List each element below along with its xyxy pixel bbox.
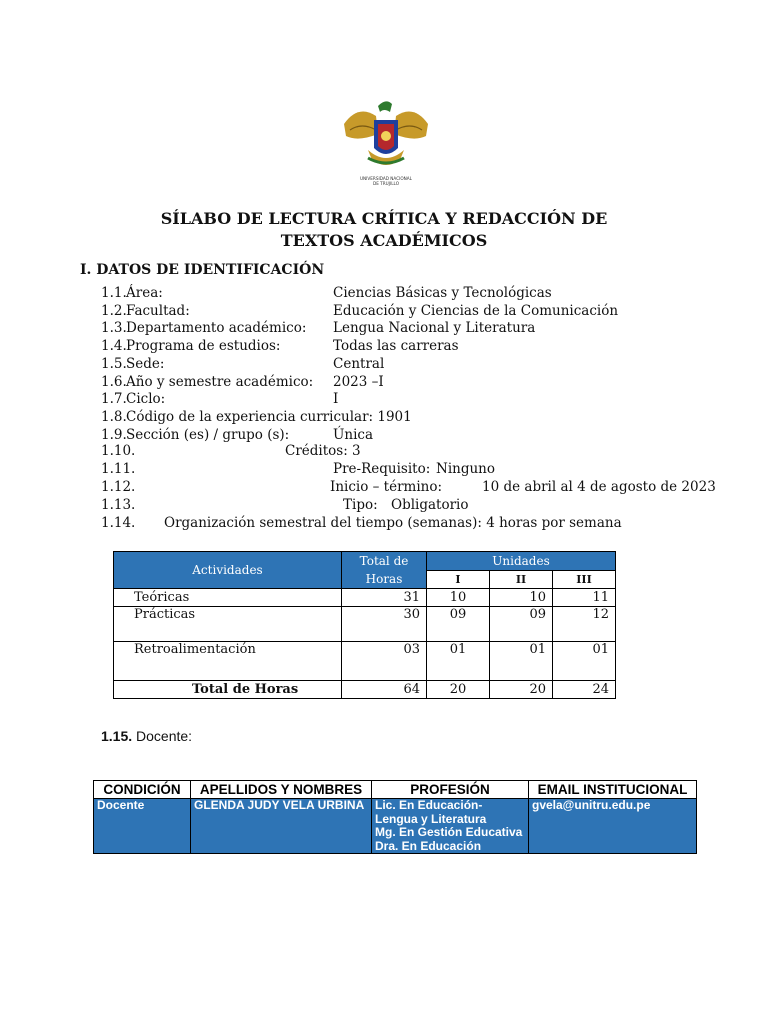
item-label: Tipo: (343, 497, 378, 513)
row-u1: 01 (427, 642, 490, 681)
item-number: 1.1. (101, 285, 127, 301)
table-row (114, 642, 616, 681)
row-u1: 09 (427, 607, 490, 642)
university-logo (338, 94, 434, 192)
row-activity: Teóricas (114, 589, 342, 607)
row-u1: 10 (427, 589, 490, 607)
total-hours: 64 (342, 681, 427, 699)
row-total: 30 (342, 607, 427, 642)
item-label: Área: (126, 285, 163, 301)
item-value: Ninguno (436, 461, 495, 477)
table-row (114, 607, 616, 642)
profession-line: Dra. En Educación (375, 838, 482, 853)
item-value: Ciencias Básicas y Tecnológicas (333, 285, 552, 301)
row-u2: 01 (490, 642, 553, 681)
item-label: Ciclo: (126, 391, 166, 407)
item-label: Organización semestral del tiempo (semanas): 4 horas por semana (164, 515, 622, 531)
item-number: 1.4. (101, 338, 127, 354)
header-unit-1: I (427, 570, 490, 589)
header-condition: CONDICIÓN (94, 781, 191, 799)
item-number: 1.14. (101, 515, 136, 531)
item-number: 1.8. (101, 409, 127, 425)
item-label: Inicio – término: (330, 479, 443, 495)
docente-heading (101, 728, 192, 744)
item-number: 1.3. (101, 320, 127, 336)
item-number: 1.9. (101, 427, 127, 443)
item-value: Educación y Ciencias de la Comunicación (333, 303, 619, 319)
docente-condition: Docente (94, 799, 191, 854)
profession-line: Lic. En Educación- (375, 798, 483, 812)
item-label: Sede: (126, 356, 165, 372)
item-label: Año y semestre académico: (126, 374, 314, 390)
item-label: Código de la experiencia curricular: 1901 (126, 409, 412, 425)
header-unit-3: III (553, 570, 616, 589)
total-row (114, 681, 616, 699)
docente-name: GLENDA JUDY VELA URBINA (191, 799, 372, 854)
total-label: Total de Horas (114, 681, 342, 699)
table-row (94, 799, 697, 854)
item-number: 1.6. (101, 374, 127, 390)
docente-email[interactable]: gvela@unitru.edu.pe (529, 799, 697, 854)
logo-caption-1: UNIVERSIDAD NACIONAL (359, 176, 413, 181)
header-total: Total de Horas (342, 552, 427, 589)
item-value: Todas las carreras (333, 338, 459, 354)
docente-number: 1.15. (101, 728, 133, 744)
item-value: 10 de abril al 4 de agosto de 2023 (482, 479, 716, 495)
header-activities: Actividades (114, 552, 342, 589)
item-label: Programa de estudios: (126, 338, 281, 354)
row-activity: Retroalimentación (114, 642, 342, 681)
item-value: Obligatorio (391, 497, 469, 513)
item-value: Lengua Nacional y Literatura (333, 320, 536, 336)
item-number: 1.10. (101, 443, 136, 459)
item-number: 1.5. (101, 356, 127, 372)
item-number: 1.13. (101, 497, 136, 513)
hours-table (113, 551, 616, 699)
item-number: 1.7. (101, 391, 127, 407)
docente-table (93, 780, 697, 854)
item-number: 1.2. (101, 303, 127, 319)
item-number: 1.12. (101, 479, 136, 495)
item-number: 1.11. (101, 461, 136, 477)
document-title-line2: TEXTOS ACADÉMICOS (280, 231, 488, 250)
section-heading: I. DATOS DE IDENTIFICACIÓN (80, 262, 325, 278)
item-value: Única (333, 427, 373, 443)
item-label: Facultad: (126, 303, 190, 319)
logo-caption-2: DE TRUJILLO (372, 181, 400, 186)
row-u3: 11 (553, 589, 616, 607)
item-label: Créditos: 3 (285, 443, 361, 459)
row-u2: 10 (490, 589, 553, 607)
header-name: APELLIDOS Y NOMBRES (191, 781, 372, 799)
header-unit-2: II (490, 570, 553, 589)
item-label: Departamento académico: (126, 320, 307, 336)
total-u1: 20 (427, 681, 490, 699)
total-u3: 24 (553, 681, 616, 699)
item-label: Pre-Requisito: (333, 461, 431, 477)
item-value: 2023 –I (333, 374, 384, 390)
header-email: EMAIL INSTITUCIONAL (529, 781, 697, 799)
row-total: 31 (342, 589, 427, 607)
header-units: Unidades (427, 552, 616, 571)
profession-line: Mg. En Gestión Educativa (375, 825, 523, 839)
docente-profession (372, 799, 529, 854)
row-u3: 12 (553, 607, 616, 642)
document-title-line1: SÍLABO DE LECTURA CRÍTICA Y REDACCIÓN DE (160, 209, 608, 228)
item-label: Sección (es) / grupo (s): (126, 427, 290, 443)
docente-label: Docente: (136, 728, 193, 744)
row-u2: 09 (490, 607, 553, 642)
profession-line: Lengua y Literatura (375, 811, 487, 826)
item-value: I (333, 391, 339, 407)
row-total: 03 (342, 642, 427, 681)
total-u2: 20 (490, 681, 553, 699)
item-value: Central (333, 356, 385, 372)
row-activity: Prácticas (114, 607, 342, 642)
row-u3: 01 (553, 642, 616, 681)
header-profession: PROFESIÓN (372, 781, 529, 799)
table-row (114, 589, 616, 607)
